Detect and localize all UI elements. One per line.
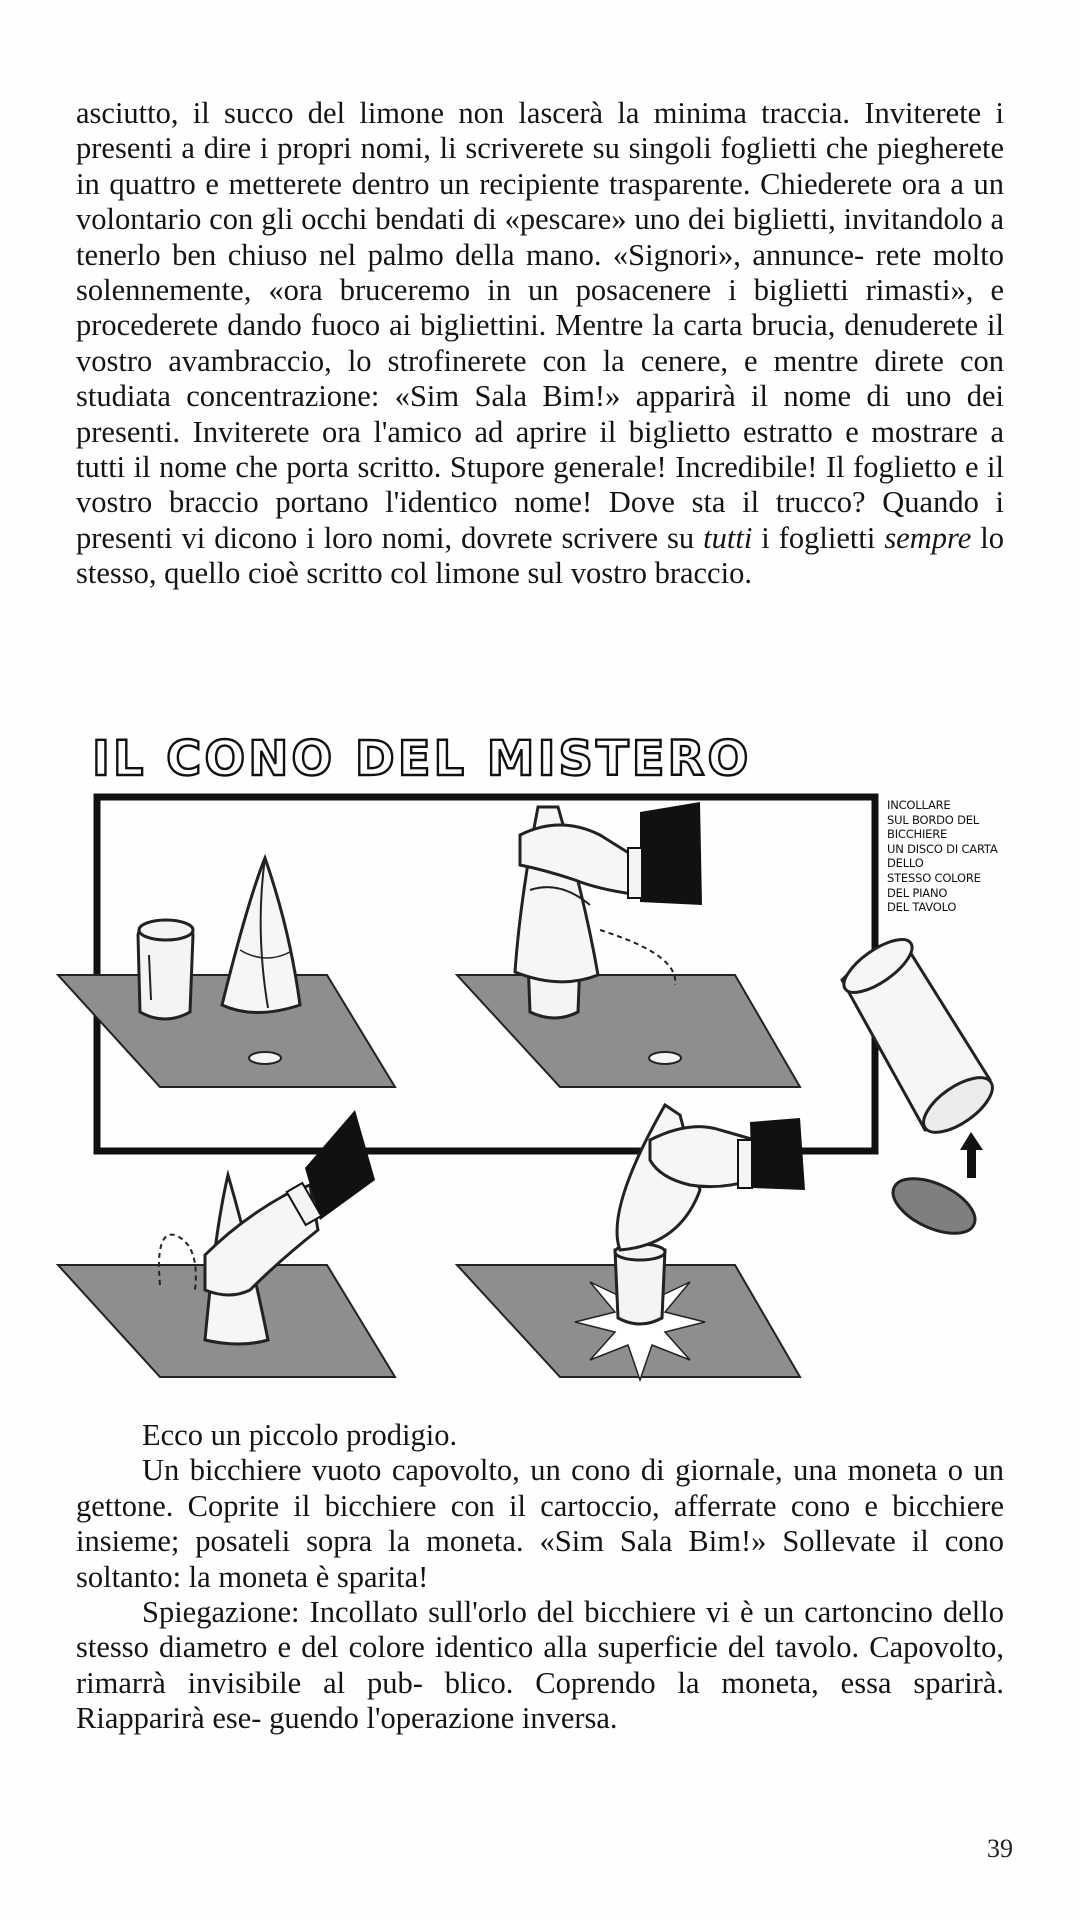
page-number: 39 <box>987 1834 1013 1863</box>
glass-icon <box>615 1244 665 1324</box>
illustration-title: IL CONO DEL MISTERO <box>92 731 752 787</box>
paper-cone-icon <box>222 858 300 1013</box>
bottom-paragraph-3: Spiegazione: Incollato sull'orlo del bicchiere vi è un cartoncino dello stesso diametro e del colore identico alla superficie del tavolo. Capovolto, rimarrà invisibile al pub- blico. Coprendo la moneta, essa sparirà. Riapparirà ese- guendo l'operazione inversa. <box>76 1595 1004 1736</box>
coin-icon <box>649 1052 681 1064</box>
coin-icon <box>249 1052 281 1064</box>
sleeve-icon <box>738 1118 805 1190</box>
top-paragraph: asciutto, il succo del limone non lascerà la minima traccia. Inviterete i presenti a dire i propri nomi, li scriverete su singoli foglietti che piegherete in quattro e metterete dentro un recipiente trasparente. Chiederete ora a un volontario con gli occhi bendati di «pescare» uno dei biglietti, invitandolo a tenerlo ben chiuso nel palmo della mano. «Signori», annunce- rete molto solennemente, «ora bruceremo in un posacenere i biglietti rimasti», e procederete dando fuoco ai bigliettini. Mentre la carta brucia, denuderete il vostro avambraccio, lo strofinerete con la cenere, e mentre direte con studiata concentrazione: «Sim Sala Bim!» apparirà il nome di uno dei presenti. Inviterete ora l'amico ad aprire il biglietto estratto e mostrare a tutti il nome che porta scritto. Stupore generale! Incredibile! Il foglietto e il vostro braccio portano l'identico nome! Dove sta il trucco? Quando i presenti vi dicono i loro nomi, dovrete scrivere su tutti i foglietti sempre lo stesso, quello cioè scritto col limone sul vostro braccio. <box>76 96 1004 591</box>
up-arrow-icon <box>960 1132 983 1178</box>
bottom-paragraph-1: Ecco un piccolo prodigio. <box>142 1418 458 1452</box>
sleeve-icon <box>287 1110 375 1225</box>
bottom-paragraph-2: Un bicchiere vuoto capovolto, un cono di giornale, una moneta o un gettone. Coprite il bicchiere con il cartoccio, afferrate cono e bicchiere insieme; posateli sopra la moneta. «Sim Sala Bim!» Sollevate il cono soltanto: la moneta è sparita! <box>76 1453 1004 1594</box>
table-panel-2 <box>457 975 800 1087</box>
sleeve-icon <box>628 802 702 905</box>
glass-icon <box>138 920 193 1019</box>
inverted-glass-icon <box>836 930 1001 1143</box>
illustration-note: INCOLLARE SUL BORDO DEL BICCHIERE UN DISCO DI CARTA DELLO STESSO COLORE DEL PIANO DEL TAVOLO <box>887 798 998 915</box>
paper-disc-icon <box>885 1167 983 1244</box>
bottom-text-block <box>76 1418 1004 1737</box>
